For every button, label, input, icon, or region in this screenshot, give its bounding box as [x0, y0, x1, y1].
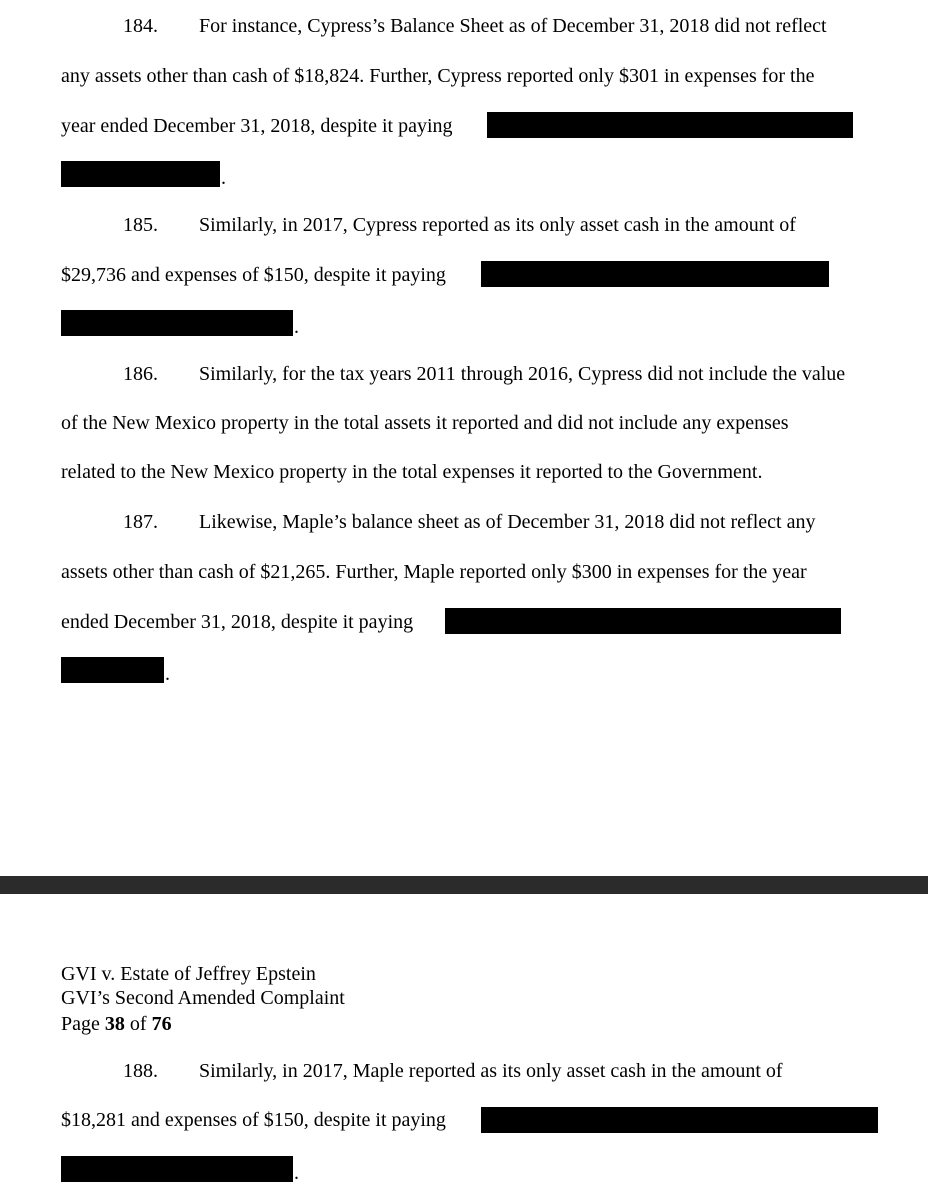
paragraph-186-line-3: related to the New Mexico property in the total expenses it reported to the Government.: [61, 461, 763, 483]
paragraph-184-line-1: [123, 14, 827, 38]
sentence-period: .: [294, 316, 299, 338]
paragraph-text: Similarly, in 2017, Cypress reported as its only asset cash in the amount of: [199, 214, 796, 236]
redaction-block: [481, 261, 829, 287]
redaction-block: [487, 112, 853, 138]
paragraph-186-line-2: of the New Mexico property in the total assets it reported and did not include any expenses: [61, 412, 789, 434]
paragraph-text: For instance, Cypress’s Balance Sheet as of December 31, 2018 did not reflect: [199, 15, 827, 37]
page-total: 76: [151, 1013, 172, 1035]
sentence-period: .: [221, 167, 226, 189]
paragraph-184-line-3: year ended December 31, 2018, despite it paying: [61, 115, 453, 137]
case-title: GVI v. Estate of Jeffrey Epstein: [61, 963, 316, 985]
paragraph-184-line-2: any assets other than cash of $18,824. Further, Cypress reported only $301 in expenses for the: [61, 65, 815, 87]
paragraph-187-line-1: [123, 510, 815, 534]
redaction-block: [481, 1107, 878, 1133]
paragraph-number: 186.: [123, 363, 158, 385]
paragraph-text: Similarly, in 2017, Maple reported as its only asset cash in the amount of: [199, 1060, 783, 1082]
paragraph-text: Similarly, for the tax years 2011 through 2016, Cypress did not include the value: [199, 363, 846, 385]
page-of-label: of: [129, 1013, 147, 1035]
redaction-block: [61, 1156, 293, 1182]
page-label: Page: [61, 1013, 100, 1035]
page-break-bar: [0, 876, 928, 894]
paragraph-text: Likewise, Maple’s balance sheet as of December 31, 2018 did not reflect any: [199, 511, 816, 533]
paragraph-188-line-2: $18,281 and expenses of $150, despite it paying: [61, 1109, 446, 1131]
paragraph-187-line-3: ended December 31, 2018, despite it paying: [61, 611, 414, 633]
document-title: GVI’s Second Amended Complaint: [61, 987, 345, 1009]
paragraph-185-line-2: $29,736 and expenses of $150, despite it paying: [61, 264, 446, 286]
redaction-block: [61, 657, 164, 683]
redaction-block: [445, 608, 841, 634]
paragraph-185-line-1: [123, 213, 796, 237]
paragraph-188-line-1: [123, 1059, 783, 1083]
paragraph-number: 184.: [123, 15, 158, 37]
paragraph-186-line-1: [123, 362, 845, 386]
paragraph-number: 188.: [123, 1060, 158, 1082]
paragraph-187-line-2: assets other than cash of $21,265. Further, Maple reported only $300 in expenses for the year: [61, 561, 807, 583]
page-number: 38: [104, 1013, 125, 1035]
page-indicator: [61, 1012, 172, 1036]
sentence-period: .: [294, 1162, 299, 1184]
paragraph-number: 185.: [123, 214, 158, 236]
redaction-block: [61, 310, 293, 336]
redaction-block: [61, 161, 220, 187]
paragraph-number: 187.: [123, 511, 158, 533]
sentence-period: .: [165, 663, 170, 685]
